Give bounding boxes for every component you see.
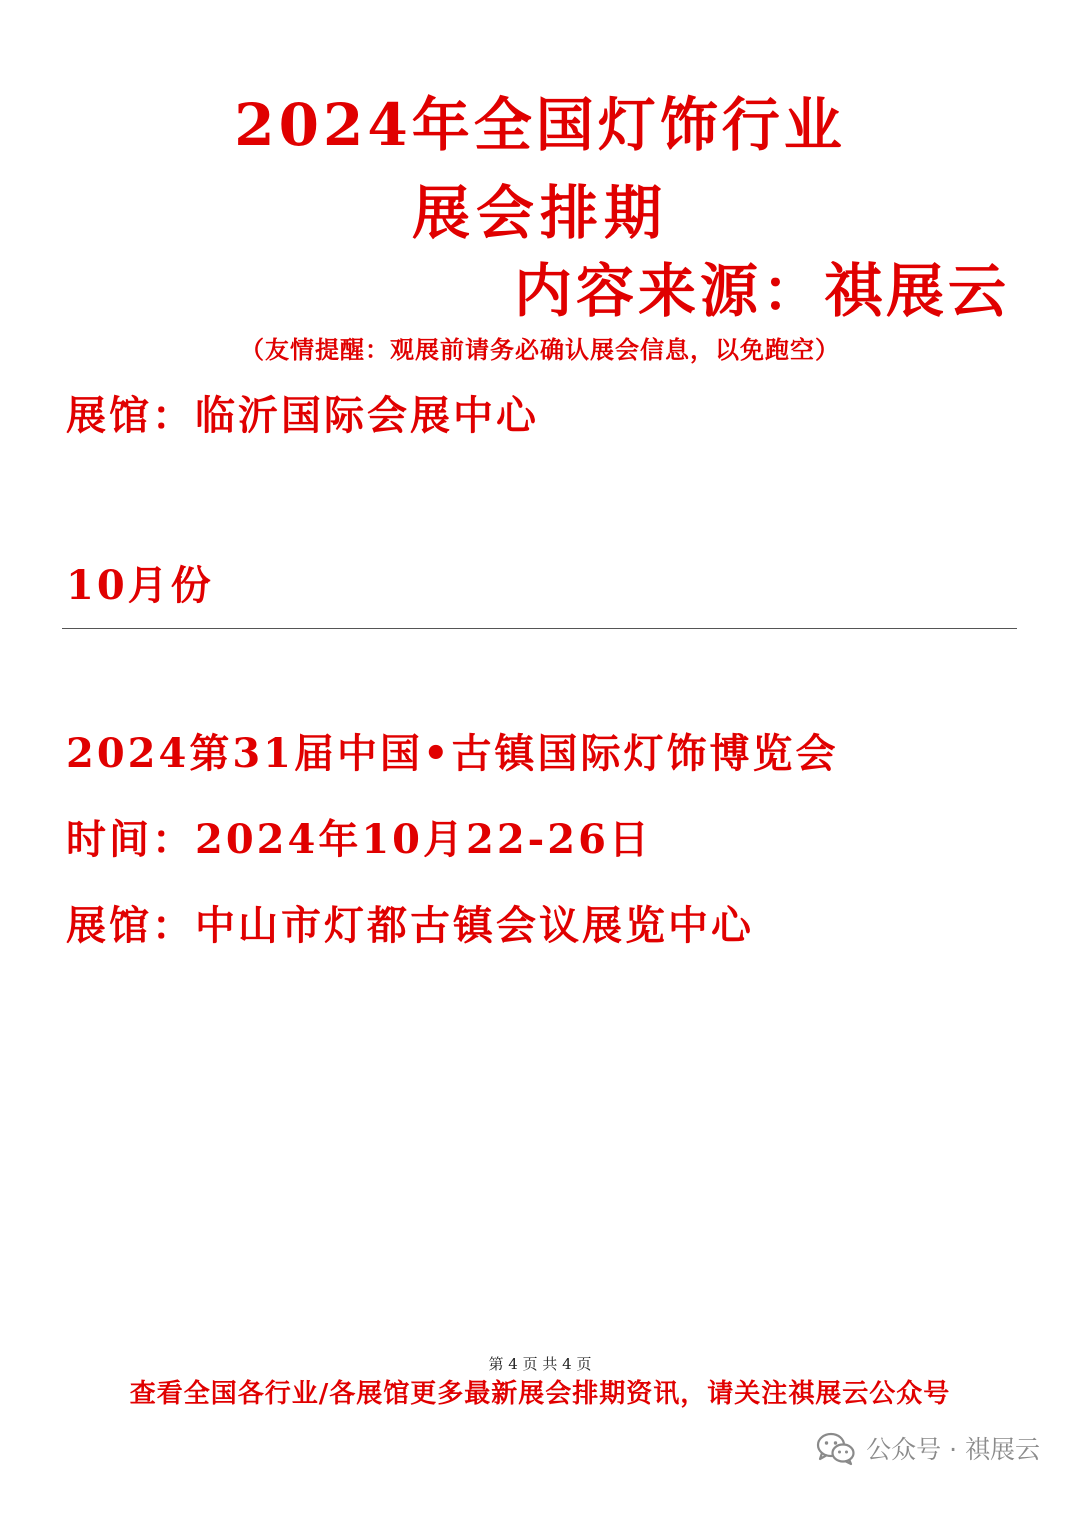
page-number: 第 4 页 共 4 页 bbox=[488, 1355, 592, 1373]
expo-name: 2024第31届中国•古镇国际灯饰博览会 bbox=[66, 730, 839, 777]
venue-heading: 展馆：临沂国际会展中心 bbox=[66, 392, 539, 439]
expo-venue: 展馆：中山市灯都古镇会议展览中心 bbox=[66, 902, 754, 949]
expo-time: 时间：2024年10月22-26日 bbox=[66, 816, 652, 863]
section-divider bbox=[62, 628, 1017, 629]
page-title-line1: 2024年全国灯饰行业 bbox=[234, 91, 846, 159]
follow-prompt: 查看全国各行业/各展馆更多最新展会排期资讯，请关注祺展云公众号 bbox=[129, 1379, 951, 1409]
page-title-line2: 展会排期 bbox=[411, 179, 668, 247]
wechat-icon bbox=[816, 1432, 856, 1466]
content-source: 内容来源：祺展云 bbox=[513, 257, 1010, 325]
reminder-note: （友情提醒：观展前请务必确认展会信息，以免跑空） bbox=[240, 335, 840, 364]
watermark-text: 公众号 · 祺展云 bbox=[866, 1434, 1040, 1464]
watermark bbox=[816, 1432, 1040, 1466]
month-heading: 10月份 bbox=[66, 562, 214, 609]
